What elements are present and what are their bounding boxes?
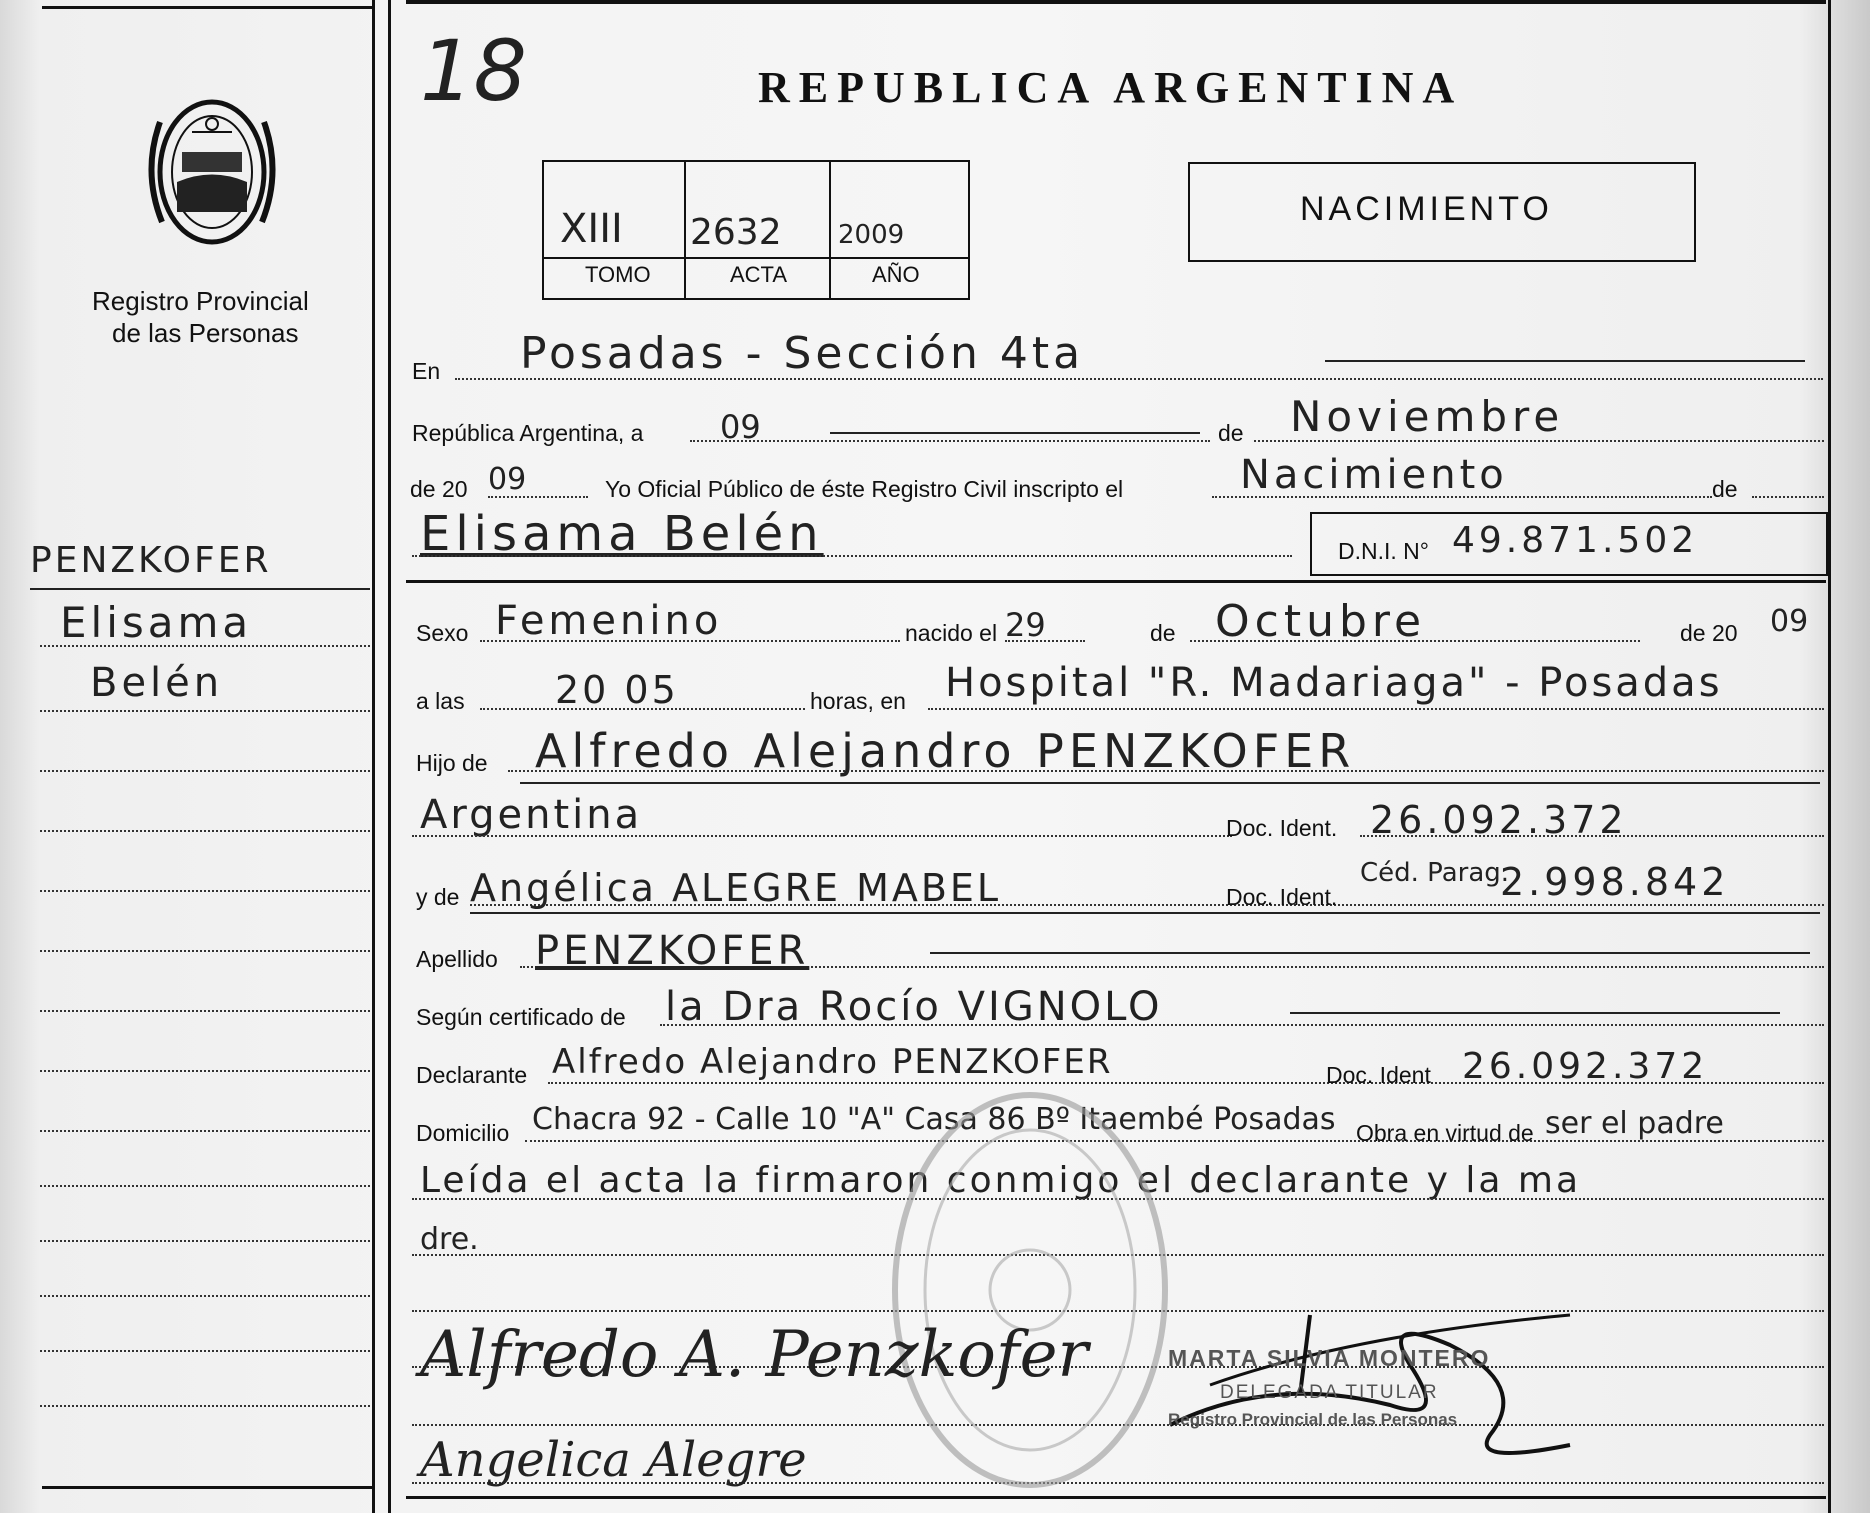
hijo-label: Hijo de [416, 750, 488, 776]
record-kind: NACIMIENTO [1300, 190, 1553, 228]
official-title: DELEGADA TITULAR [1220, 1382, 1439, 1403]
official-name: MARTA SILVIA MONTERO [1168, 1345, 1491, 1371]
year-line [488, 496, 588, 498]
provincial-seal-icon [132, 82, 292, 262]
leida-text: Leída el acta la firmaron conmigo el declarante y la ma [420, 1160, 1582, 1201]
margin-line [40, 830, 370, 832]
segun-label: Según certificado de [416, 1004, 626, 1030]
en-value: Posadas - Sección 4ta [520, 328, 1085, 379]
column-divider [388, 0, 391, 1513]
dni-value: 49.871.502 [1452, 520, 1699, 561]
mother-name: Angélica ALEGRE MABEL [470, 866, 1002, 910]
underline-rule [520, 782, 1820, 784]
obra-value: ser el padre [1545, 1106, 1724, 1141]
anio-value: 2009 [838, 220, 905, 250]
mother-doc-prefix: Céd. Parag. [1360, 858, 1510, 888]
inscribed-value: Nacimiento [1240, 452, 1508, 498]
day-value: 09 [720, 408, 761, 446]
fill-dash [1325, 360, 1805, 362]
margin-rule [30, 588, 370, 590]
father-signature: Alfredo A. Penzkofer [420, 1318, 1089, 1392]
left-margin-panel [0, 0, 376, 1513]
fill-dash [830, 432, 1200, 434]
horas-label: horas, en [810, 688, 906, 714]
place-value: Hospital "R. Madariaga" - Posadas [945, 660, 1723, 706]
child-name-line [412, 555, 1292, 557]
hour-value: 20 05 [555, 668, 679, 712]
margin-name1: Elisama [60, 598, 253, 647]
top-rule [406, 0, 1826, 4]
fill-dash [930, 952, 1810, 954]
declarante-doc: 26.092.372 [1462, 1046, 1709, 1087]
register-divider [684, 160, 686, 298]
acta-value: 2632 [690, 212, 782, 253]
birth-day: 29 [1005, 606, 1046, 644]
document-title: REPUBLICA ARGENTINA [758, 63, 1464, 112]
doc2-label: Doc. Ident [1326, 1062, 1431, 1088]
margin-line [40, 950, 370, 952]
registry-name-line2: de las Personas [112, 318, 299, 348]
margin-name2: Belén [90, 660, 224, 706]
de3-label: de [1150, 620, 1176, 646]
margin-line [40, 1350, 370, 1352]
right-border [1828, 0, 1831, 1513]
tomo-label: TOMO [585, 262, 651, 287]
apellido-label: Apellido [416, 946, 498, 972]
fill-dash [1290, 1012, 1780, 1014]
child-name: Elisama Belén [420, 506, 824, 562]
obra-label: Obra en virtud de [1356, 1120, 1534, 1146]
nationality-line [412, 835, 1232, 837]
register-divider [829, 160, 831, 298]
alas-label: a las [416, 688, 465, 714]
en-label: En [412, 358, 441, 384]
month-value: Noviembre [1290, 392, 1565, 441]
sexo-label: Sexo [416, 620, 469, 646]
bottom-rule [406, 1496, 1826, 1499]
margin-surname: PENZKOFER [30, 540, 272, 581]
registry-name-line1: Registro Provincial [92, 286, 309, 316]
margin-line [40, 1130, 370, 1132]
place-line [928, 708, 1824, 710]
leida-text2: dre. [420, 1222, 479, 1257]
margin-line [40, 770, 370, 772]
nacido-label: nacido el [905, 620, 998, 646]
domicilio-label: Domicilio [416, 1120, 510, 1146]
father-doc: 26.092.372 [1370, 798, 1628, 842]
father-nationality: Argentina [420, 792, 643, 838]
sexo-value: Femenino [495, 598, 723, 644]
day-line [690, 440, 1210, 442]
section-rule [406, 580, 1826, 583]
birth-year: 09 [1770, 604, 1809, 639]
doc-label-mother: Doc. Ident. [1226, 884, 1338, 910]
birth-day-line [1005, 640, 1085, 642]
domicilio-value: Chacra 92 - Calle 10 "A" Casa 86 Bº Itaembé Posadas [532, 1102, 1336, 1137]
margin-line [40, 710, 370, 712]
margin-line [40, 1295, 370, 1297]
mother-signature: Angelica Alegre [420, 1432, 807, 1488]
year-prefix: de 20 [410, 476, 468, 502]
year-value: 09 [488, 462, 527, 497]
left-top-rule [42, 6, 372, 9]
de2-label: de [1712, 476, 1738, 502]
margin-line [40, 1185, 370, 1187]
column-divider [372, 0, 375, 1513]
tomo-value: XIII [560, 206, 623, 252]
de2-line [1752, 496, 1824, 498]
underline-rule [470, 912, 1820, 914]
father-doc-line [1360, 835, 1824, 837]
anio-label: AÑO [872, 262, 920, 287]
dni-label: D.N.I. N° [1338, 538, 1429, 564]
left-bottom-rule [42, 1486, 372, 1489]
apellido-value: PENZKOFER [535, 928, 810, 974]
segun-value: la Dra Rocío VIGNOLO [665, 984, 1163, 1030]
de-label: de [1218, 420, 1244, 446]
acta-label: ACTA [730, 262, 788, 287]
margin-line [40, 1405, 370, 1407]
official-org: Registro Provincial de las Personas [1168, 1410, 1458, 1429]
mother-doc: 2.998.842 [1500, 860, 1730, 904]
register-midline [542, 257, 968, 259]
declarante-value: Alfredo Alejandro PENZKOFER [552, 1042, 1113, 1082]
margin-line [40, 1240, 370, 1242]
yde-label: y de [416, 884, 460, 910]
declarante-label: Declarante [416, 1062, 528, 1088]
margin-line [40, 1010, 370, 1012]
de20-label: de 20 [1680, 620, 1738, 646]
corner-mark: 18 [420, 22, 527, 120]
margin-line [40, 890, 370, 892]
birth-month: Octubre [1215, 596, 1427, 647]
doc-label: Doc. Ident. [1226, 815, 1338, 841]
father-name: Alfredo Alejandro PENZKOFER [535, 724, 1356, 778]
margin-line [40, 645, 370, 647]
margin-line [40, 1070, 370, 1072]
official-text: Yo Oficial Público de éste Registro Civil inscripto el [605, 476, 1124, 502]
official-signature-icon [1150, 1275, 1670, 1475]
official-stamp-icon [880, 1080, 1180, 1500]
republica-label: República Argentina, a [412, 420, 644, 446]
